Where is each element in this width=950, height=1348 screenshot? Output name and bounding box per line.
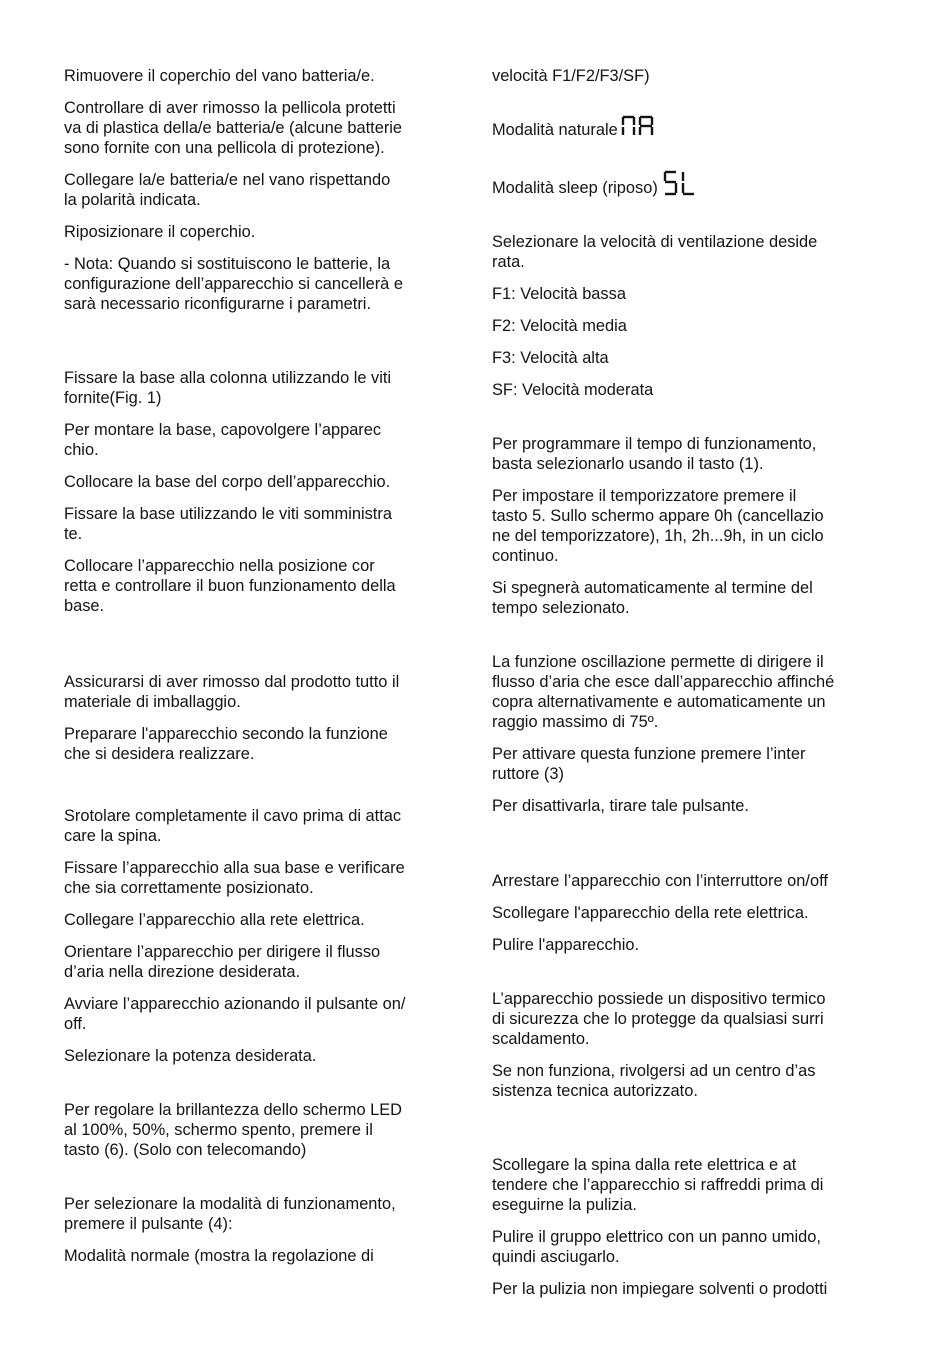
paragraph: SF: Velocità moderata — [492, 381, 654, 399]
paragraph: Collocare la base del corpo dell’apparecchio. — [64, 473, 391, 491]
section-assembly — [64, 368, 456, 616]
paragraph: Se non funziona, rivolgersi ad un centro d’as sistenza tecnica autorizzato. — [492, 1062, 816, 1100]
section-timer — [492, 434, 887, 618]
paragraph: Pulire il gruppo elettrico con un panno umido, quindi asciugarlo. — [492, 1228, 821, 1266]
mode-speeds-line: velocità F1/F2/F3/SF) — [492, 67, 650, 85]
section-led-brightness — [64, 1100, 456, 1160]
paragraph: Assicurarsi di aver rimosso dal prodotto tutto il materiale di imballaggio. — [64, 673, 400, 711]
paragraph: Collegare la/e batteria/e nel vano rispettando la polarità indicata. — [64, 171, 391, 209]
paragraph: L’apparecchio possiede un dispositivo termico di sicurezza che lo protegge da qualsiasi surri scaldamento. — [492, 990, 826, 1048]
paragraph: - Nota: Quando si sostituiscono le batterie, la configurazione dell’apparecchio si cancellerà e sarà necessario riconfigurarne i parametri. — [64, 255, 403, 313]
paragraph: Per attivare questa funzione premere l’inter ruttore (3) — [492, 745, 806, 783]
section-modes-continued — [492, 66, 887, 198]
section-cleaning — [492, 1155, 887, 1299]
section-preparation — [64, 672, 456, 764]
seven-segment-na-icon — [621, 115, 655, 137]
section-mode — [64, 1194, 456, 1266]
paragraph: La funzione oscillazione permette di dirigere il flusso d’aria che esce dall’apparecchio affinché copra alternativamente e automaticamente un raggio massimo di 75º. — [492, 653, 835, 731]
paragraph: Selezionare la potenza desiderata. — [64, 1047, 317, 1065]
paragraph: Per programmare il tempo di funzionamento, basta selezionarlo usando il tasto (1). — [492, 435, 817, 473]
paragraph: Collocare l’apparecchio nella posizione cor retta e controllare il buon funzionamento della base. — [64, 557, 396, 615]
paragraph: Controllare di aver rimosso la pellicola protetti va di plastica della/e batteria/e (alcune batterie sono fornite con una pellicola di protezione). — [64, 99, 403, 157]
right-column — [492, 66, 887, 1311]
paragraph: Per disattivarla, tirare tale pulsante. — [492, 797, 749, 815]
paragraph: Modalità normale (mostra la regolazione di — [64, 1247, 374, 1265]
section-oscillation — [492, 652, 887, 816]
paragraph: Riposizionare il coperchio. — [64, 223, 256, 241]
mode-natural-line — [492, 95, 887, 140]
paragraph: Collegare l’apparecchio alla rete elettrica. — [64, 911, 365, 929]
mode-sleep-line — [492, 149, 887, 198]
paragraph: Per la pulizia non impiegare solventi o prodotti — [492, 1280, 828, 1298]
paragraph: Orientare l’apparecchio per dirigere il flusso d’aria nella direzione desiderata. — [64, 943, 381, 981]
paragraph: Fissare l’apparecchio alla sua base e verificare che sia correttamente posizionato. — [64, 859, 405, 897]
section-usage — [64, 806, 456, 1066]
paragraph: F3: Velocità alta — [492, 349, 609, 367]
section-speed — [492, 232, 887, 400]
paragraph: Rimuovere il coperchio del vano batteria/e. — [64, 67, 375, 85]
paragraph: Per montare la base, capovolgere l’apparec chio. — [64, 421, 382, 459]
paragraph: F1: Velocità bassa — [492, 285, 626, 303]
paragraph: Arrestare l’apparecchio con l’interruttore on/off — [492, 872, 828, 890]
mode-natural-label: Modalità naturale — [492, 121, 618, 139]
left-column — [64, 66, 456, 1278]
mode-sleep-label: Modalità sleep (riposo) — [492, 179, 658, 197]
paragraph: Preparare l'apparecchio secondo la funzione che si desidera realizzare. — [64, 725, 388, 763]
paragraph: Per impostare il temporizzatore premere il tasto 5. Sullo schermo appare 0h (cancellazio ne del temporizzatore), 1h, 2h...9h, in un ciclo continuo. — [492, 487, 824, 565]
paragraph: Fissare la base alla colonna utilizzando le viti fornite(Fig. 1) — [64, 369, 392, 407]
paragraph: Srotolare completamente il cavo prima di attac care la spina. — [64, 807, 402, 845]
section-safety-thermal — [492, 989, 887, 1101]
paragraph: Si spegnerà automaticamente al termine del tempo selezionato. — [492, 579, 813, 617]
paragraph: Avviare l’apparecchio azionando il pulsante on/ off. — [64, 995, 406, 1033]
paragraph: Scollegare la spina dalla rete elettrica e at tendere che l’apparecchio si raffreddi prima di eseguirne la pulizia. — [492, 1156, 824, 1214]
section-after-use — [492, 871, 887, 955]
seven-segment-sl-icon — [661, 169, 697, 197]
paragraph: Selezionare la velocità di ventilazione deside rata. — [492, 233, 818, 271]
paragraph: F2: Velocità media — [492, 317, 627, 335]
section-battery — [64, 66, 456, 314]
paragraph: Pulire l'apparecchio. — [492, 936, 640, 954]
paragraph: Fissare la base utilizzando le viti somministra te. — [64, 505, 392, 543]
paragraph: Per selezionare la modalità di funzionamento, premere il pulsante (4): — [64, 1195, 396, 1233]
paragraph: Per regolare la brillantezza dello schermo LED al 100%, 50%, schermo spento, premere il tasto (6). (Solo con telecomando) — [64, 1101, 402, 1159]
paragraph: Scollegare l'apparecchio della rete elettrica. — [492, 904, 809, 922]
